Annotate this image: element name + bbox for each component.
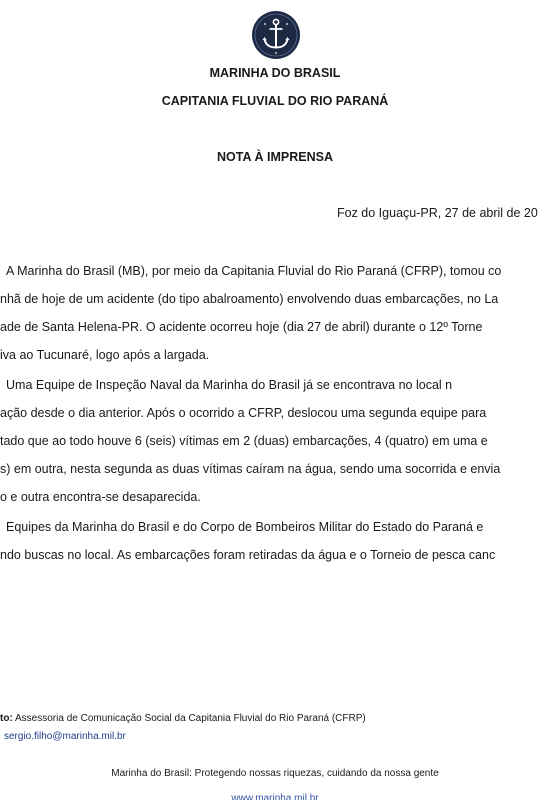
footer-website-link[interactable]: www.marinha.mil.br [231,793,319,800]
dateline: Foz do Iguaçu-PR, 27 de abril de 20 [337,206,538,220]
body-line: tado que ao todo houve 6 (seis) vítimas em 2 (duas) embarcações, 4 (quatro) em uma e [0,434,488,448]
document-title: NOTA À IMPRENSA [217,150,333,164]
navy-anchor-emblem-icon [251,10,301,60]
body-line: Equipes da Marinha do Brasil e do Corpo de Bombeiros Militar do Estado do Paraná e [6,520,484,534]
body-line: s) em outra, nesta segunda as duas vítimas caíram na água, sendo uma socorrida e envia [0,462,501,476]
body-line: Uma Equipe de Inspeção Naval da Marinha do Brasil já se encontrava no local n [6,378,453,392]
contact-email-link[interactable]: sergio.filho@marinha.mil.br [4,731,126,742]
contact-email-line [4,731,126,742]
contact-line [0,713,366,724]
body-line: nhã de hoje de um acidente (do tipo abalroamento) envolvendo duas embarcações, no La [0,292,499,306]
contact-label: to: [0,713,13,724]
organization-name: MARINHA DO BRASIL [209,66,341,80]
body-line: ndo buscas no local. As embarcações foram retiradas da água e o Torneio de pesca canc [0,548,496,562]
body-line: o e outra encontra-se desaparecida. [0,490,201,504]
organization-unit: CAPITANIA FLUVIAL DO RIO PARANÁ [161,94,389,108]
body-line: ade de Santa Helena-PR. O acidente ocorreu hoje (dia 27 de abril) durante o 12º Torne [0,320,483,334]
body-line: iva ao Tucunaré, logo após a largada. [0,348,210,362]
footer-motto: Marinha do Brasil: Protegendo nossas riquezas, cuidando da nossa gente [111,768,439,779]
contact-text: Assessoria de Comunicação Social da Capitania Fluvial do Rio Paraná (CFRP) [15,713,366,724]
body-line: A Marinha do Brasil (MB), por meio da Capitania Fluvial do Rio Paraná (CFRP), tomou co [6,264,502,278]
body-line: ação desde o dia anterior. Após o ocorrido a CFRP, deslocou uma segunda equipe para [0,406,487,420]
